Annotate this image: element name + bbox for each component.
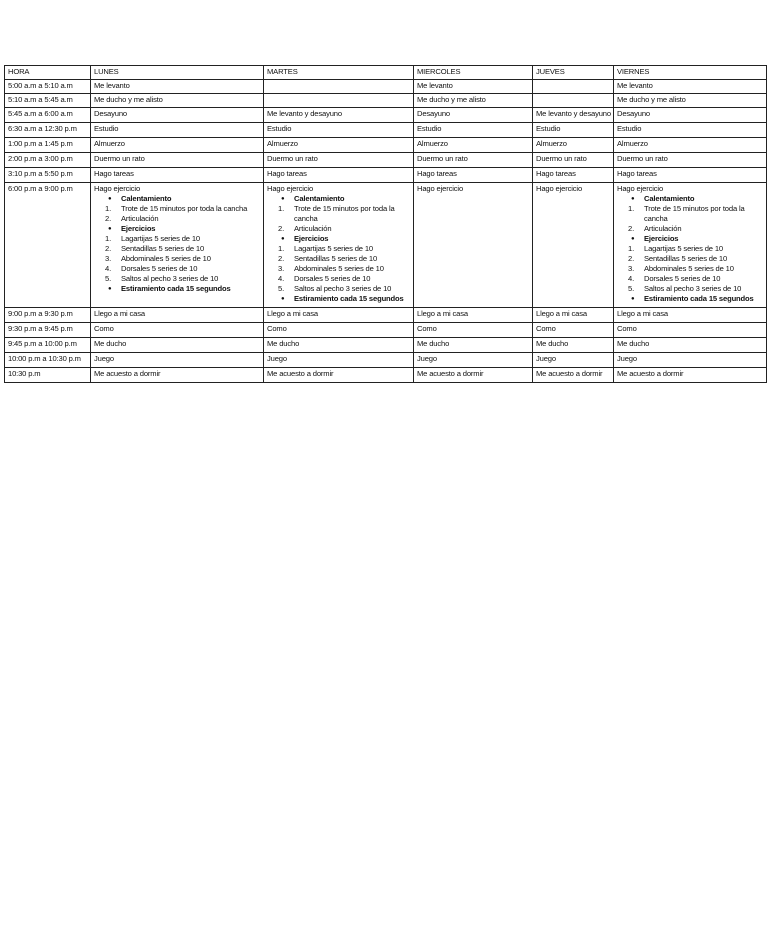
activity-cell-viernes: [614, 323, 767, 338]
header-cell: MIERCOLES: [414, 66, 533, 80]
plan-numbered-item: [267, 244, 411, 254]
bullet-marker: ●: [631, 196, 635, 202]
plan-item-text: Abdominales 5 series de 10: [294, 264, 384, 273]
activity-cell-miercoles: [414, 168, 533, 183]
plan-bullet-text: Calentamiento: [644, 194, 695, 203]
plan-numbered-item: [617, 264, 764, 274]
bullet-marker: ●: [281, 236, 285, 242]
plan-item-marker: 3.: [628, 264, 635, 273]
activity-cell-martes: [264, 168, 414, 183]
activity-text: Llego a mi casa: [267, 309, 318, 318]
activity-text: Duermo un rato: [536, 154, 587, 163]
plan-numbered-item: [617, 254, 764, 264]
activity-cell-lunes: [91, 183, 264, 308]
activity-cell-jueves: [533, 168, 614, 183]
plan-item-marker: 1.: [628, 244, 635, 253]
plan-item-marker: 1.: [105, 204, 112, 213]
activity-text: Me ducho: [267, 339, 300, 348]
activity-text: Hago ejercicio: [617, 184, 664, 193]
activity-text: Como: [267, 324, 287, 333]
activity-cell-miercoles: [414, 123, 533, 138]
time-cell: 9:45 p.m a 10:00 p.m: [5, 338, 91, 353]
activity-cell-viernes: [614, 138, 767, 153]
activity-text: Me ducho: [417, 339, 450, 348]
plan-bullet-item: [267, 194, 411, 204]
time-cell: 3:10 p.m a 5:50 p.m: [5, 168, 91, 183]
activity-cell-martes: [264, 138, 414, 153]
plan-item-text: Lagartijas 5 series de 10: [121, 234, 200, 243]
activity-text: Hago ejercicio: [417, 184, 464, 193]
activity-text: Me levanto y desayuno: [536, 109, 611, 118]
plan-numbered-item: [617, 274, 764, 284]
plan-item-marker: 4.: [628, 274, 635, 283]
table-row: [5, 183, 767, 308]
plan-item-marker: 5.: [278, 284, 285, 293]
plan-item-marker: 3.: [278, 264, 285, 273]
activity-text: Hago tareas: [617, 169, 657, 178]
header-cell: VIERNES: [614, 66, 767, 80]
plan-item-text: Sentadillas 5 series de 10: [644, 254, 728, 263]
activity-text: Me acuesto a dormir: [617, 369, 684, 378]
table-row: [5, 323, 767, 338]
bullet-marker: ●: [631, 296, 635, 302]
activity-text: Duermo un rato: [417, 154, 468, 163]
weekly-schedule-table: [4, 65, 767, 383]
plan-item-text: Articulación: [294, 224, 332, 233]
header-cell: HORA: [5, 66, 91, 80]
activity-cell-lunes: [91, 138, 264, 153]
plan-item-marker: 1.: [278, 244, 285, 253]
activity-text: Me ducho y me alisto: [417, 95, 486, 104]
plan-numbered-item: [267, 284, 411, 294]
activity-cell-lunes: [91, 338, 264, 353]
activity-cell-lunes: [91, 94, 264, 108]
activity-cell-viernes: [614, 353, 767, 368]
activity-cell-viernes: [614, 368, 767, 383]
activity-text: Como: [536, 324, 556, 333]
table-row: [5, 138, 767, 153]
activity-text: Desayuno: [617, 109, 650, 118]
activity-text: Me levanto y desayuno: [267, 109, 342, 118]
activity-cell-miercoles: [414, 368, 533, 383]
bullet-marker: ●: [631, 236, 635, 242]
table-row: [5, 353, 767, 368]
time-cell: 5:00 a.m a 5:10 a.m: [5, 80, 91, 94]
activity-cell-martes: [264, 108, 414, 123]
activity-text: Como: [94, 324, 114, 333]
time-cell: 10:00 p.m a 10:30 p.m: [5, 353, 91, 368]
time-cell: 10:30 p.m: [5, 368, 91, 383]
activity-cell-martes: [264, 80, 414, 94]
activity-cell-viernes: [614, 308, 767, 323]
table-header-row: [5, 66, 767, 80]
plan-item-text: Articulación: [644, 224, 682, 233]
plan-item-marker: 1.: [105, 234, 112, 243]
activity-cell-miercoles: [414, 138, 533, 153]
activity-text: Estudio: [267, 124, 292, 133]
header-cell: MARTES: [264, 66, 414, 80]
activity-text: Almuerzo: [267, 139, 298, 148]
activity-text: Como: [617, 324, 637, 333]
time-cell: 2:00 p.m a 3:00 p.m: [5, 153, 91, 168]
activity-cell-lunes: [91, 168, 264, 183]
activity-text: Estudio: [417, 124, 442, 133]
activity-cell-martes: [264, 183, 414, 308]
plan-item-text: Abdominales 5 series de 10: [644, 264, 734, 273]
plan-numbered-item: [267, 254, 411, 264]
plan-item-marker: 2.: [628, 224, 635, 233]
plan-item-marker: 4.: [105, 264, 112, 273]
table-row: [5, 368, 767, 383]
time-cell: 5:45 a.m a 6:00 a.m: [5, 108, 91, 123]
plan-bullet-text: Estiramiento cada 15 segundos: [294, 294, 404, 303]
activity-cell-lunes: [91, 368, 264, 383]
activity-text: Llego a mi casa: [417, 309, 468, 318]
table-row: [5, 80, 767, 94]
plan-numbered-item: [94, 234, 261, 244]
activity-text: Me ducho y me alisto: [94, 95, 163, 104]
activity-cell-jueves: [533, 308, 614, 323]
schedule-sheet: [4, 65, 766, 383]
activity-text: Almuerzo: [417, 139, 448, 148]
activity-cell-lunes: [91, 323, 264, 338]
activity-text: Estudio: [536, 124, 561, 133]
activity-cell-miercoles: [414, 183, 533, 308]
plan-bullet-text: Calentamiento: [294, 194, 345, 203]
activity-text: Me acuesto a dormir: [417, 369, 484, 378]
activity-cell-jueves: [533, 338, 614, 353]
activity-text: Hago ejercicio: [536, 184, 583, 193]
exercise-plan-list: [94, 194, 261, 294]
activity-cell-jueves: [533, 123, 614, 138]
activity-cell-martes: [264, 353, 414, 368]
activity-text: Me acuesto a dormir: [94, 369, 161, 378]
activity-text: Almuerzo: [94, 139, 125, 148]
activity-cell-lunes: [91, 308, 264, 323]
activity-text: Me acuesto a dormir: [267, 369, 334, 378]
plan-item-marker: 1.: [278, 204, 285, 213]
activity-cell-jueves: [533, 153, 614, 168]
table-row: [5, 338, 767, 353]
activity-text: Me ducho y me alisto: [617, 95, 686, 104]
plan-item-text: Trote de 15 minutos por toda la cancha: [121, 204, 248, 213]
plan-numbered-item: [267, 204, 411, 224]
activity-cell-jueves: [533, 94, 614, 108]
plan-bullet-item: [94, 224, 261, 234]
plan-item-marker: 2.: [278, 224, 285, 233]
plan-item-marker: 3.: [105, 254, 112, 263]
plan-item-marker: 1.: [628, 204, 635, 213]
activity-cell-jueves: [533, 353, 614, 368]
activity-cell-martes: [264, 153, 414, 168]
table-row: [5, 108, 767, 123]
activity-text: Llego a mi casa: [617, 309, 668, 318]
plan-numbered-item: [94, 254, 261, 264]
activity-cell-jueves: [533, 183, 614, 308]
activity-cell-viernes: [614, 153, 767, 168]
plan-bullet-item: [267, 234, 411, 244]
activity-cell-miercoles: [414, 94, 533, 108]
activity-cell-miercoles: [414, 153, 533, 168]
activity-text: Me acuesto a dormir: [536, 369, 603, 378]
plan-item-text: Lagartijas 5 series de 10: [644, 244, 723, 253]
plan-numbered-item: [94, 214, 261, 224]
activity-text: Hago tareas: [417, 169, 457, 178]
plan-bullet-item: [267, 294, 411, 304]
activity-text: Hago tareas: [536, 169, 576, 178]
activity-cell-martes: [264, 368, 414, 383]
time-cell: 6:00 p.m a 9:00 p.m: [5, 183, 91, 308]
plan-bullet-text: Ejercicios: [644, 234, 679, 243]
table-row: [5, 308, 767, 323]
plan-item-text: Saltos al pecho 3 series de 10: [644, 284, 742, 293]
plan-numbered-item: [94, 204, 261, 214]
plan-bullet-item: [94, 194, 261, 204]
table-row: [5, 123, 767, 138]
activity-cell-viernes: [614, 183, 767, 308]
activity-cell-jueves: [533, 323, 614, 338]
activity-cell-martes: [264, 323, 414, 338]
time-cell: 5:10 a.m a 5:45 a.m: [5, 94, 91, 108]
activity-text: Hago ejercicio: [267, 184, 314, 193]
activity-cell-viernes: [614, 338, 767, 353]
plan-bullet-text: Estiramiento cada 15 segundos: [644, 294, 754, 303]
activity-cell-jueves: [533, 108, 614, 123]
activity-text: Me levanto: [617, 81, 653, 90]
activity-cell-lunes: [91, 153, 264, 168]
activity-text: Duermo un rato: [617, 154, 668, 163]
exercise-plan-list: [617, 194, 764, 304]
activity-cell-miercoles: [414, 108, 533, 123]
plan-numbered-item: [617, 244, 764, 254]
plan-item-text: Articulación: [121, 214, 159, 223]
table-row: [5, 153, 767, 168]
activity-text: Desayuno: [94, 109, 127, 118]
plan-bullet-item: [94, 284, 261, 294]
plan-item-text: Trote de 15 minutos por toda la cancha: [294, 204, 395, 223]
plan-item-marker: 2.: [105, 214, 112, 223]
plan-item-marker: 5.: [628, 284, 635, 293]
bullet-marker: ●: [281, 296, 285, 302]
plan-numbered-item: [94, 264, 261, 274]
activity-cell-lunes: [91, 123, 264, 138]
activity-text: Llego a mi casa: [94, 309, 145, 318]
activity-text: Hago ejercicio: [94, 184, 141, 193]
plan-numbered-item: [267, 274, 411, 284]
plan-item-text: Saltos al pecho 3 series de 10: [121, 274, 219, 283]
plan-item-text: Lagartijas 5 series de 10: [294, 244, 373, 253]
table-row: [5, 168, 767, 183]
plan-item-text: Dorsales 5 series de 10: [644, 274, 721, 283]
activity-cell-miercoles: [414, 338, 533, 353]
bullet-marker: ●: [108, 226, 112, 232]
activity-cell-martes: [264, 123, 414, 138]
activity-text: Hago tareas: [267, 169, 307, 178]
plan-numbered-item: [617, 284, 764, 294]
activity-text: Duermo un rato: [267, 154, 318, 163]
activity-text: Estudio: [94, 124, 119, 133]
plan-item-text: Saltos al pecho 3 series de 10: [294, 284, 392, 293]
activity-cell-martes: [264, 338, 414, 353]
plan-item-text: Dorsales 5 series de 10: [294, 274, 371, 283]
plan-item-text: Dorsales 5 series de 10: [121, 264, 198, 273]
time-cell: 9:00 p.m a 9:30 p.m: [5, 308, 91, 323]
plan-item-marker: 2.: [628, 254, 635, 263]
plan-bullet-text: Calentamiento: [121, 194, 172, 203]
header-cell: JUEVES: [533, 66, 614, 80]
plan-item-marker: 5.: [105, 274, 112, 283]
activity-text: Me ducho: [617, 339, 650, 348]
activity-cell-miercoles: [414, 353, 533, 368]
activity-cell-viernes: [614, 108, 767, 123]
activity-text: Juego: [267, 354, 287, 363]
activity-cell-lunes: [91, 108, 264, 123]
activity-cell-martes: [264, 94, 414, 108]
activity-text: Desayuno: [417, 109, 450, 118]
plan-numbered-item: [267, 264, 411, 274]
plan-bullet-item: [617, 234, 764, 244]
plan-bullet-text: Ejercicios: [294, 234, 329, 243]
activity-cell-lunes: [91, 80, 264, 94]
activity-cell-miercoles: [414, 323, 533, 338]
plan-bullet-text: Ejercicios: [121, 224, 156, 233]
activity-text: Me levanto: [417, 81, 453, 90]
activity-cell-lunes: [91, 353, 264, 368]
activity-cell-viernes: [614, 94, 767, 108]
activity-cell-viernes: [614, 168, 767, 183]
activity-cell-miercoles: [414, 80, 533, 94]
plan-numbered-item: [94, 244, 261, 254]
activity-cell-jueves: [533, 138, 614, 153]
plan-numbered-item: [617, 224, 764, 234]
time-cell: 9:30 p.m a 9:45 p.m: [5, 323, 91, 338]
activity-text: Estudio: [617, 124, 642, 133]
activity-text: Como: [417, 324, 437, 333]
plan-item-text: Abdominales 5 series de 10: [121, 254, 211, 263]
bullet-marker: ●: [108, 286, 112, 292]
table-row: [5, 94, 767, 108]
time-cell: 1:00 p.m a 1:45 p.m: [5, 138, 91, 153]
activity-text: Hago tareas: [94, 169, 134, 178]
activity-cell-jueves: [533, 80, 614, 94]
activity-text: Juego: [536, 354, 556, 363]
activity-cell-viernes: [614, 80, 767, 94]
activity-text: Almuerzo: [617, 139, 648, 148]
plan-item-text: Sentadillas 5 series de 10: [294, 254, 378, 263]
bullet-marker: ●: [281, 196, 285, 202]
activity-text: Me ducho: [94, 339, 127, 348]
activity-text: Juego: [617, 354, 637, 363]
activity-text: Duermo un rato: [94, 154, 145, 163]
activity-cell-viernes: [614, 123, 767, 138]
plan-item-text: Trote de 15 minutos por toda la cancha: [644, 204, 745, 223]
header-cell: LUNES: [91, 66, 264, 80]
exercise-plan-list: [267, 194, 411, 304]
plan-numbered-item: [94, 274, 261, 284]
plan-numbered-item: [267, 224, 411, 234]
plan-bullet-item: [617, 194, 764, 204]
activity-cell-miercoles: [414, 308, 533, 323]
activity-text: Juego: [417, 354, 437, 363]
plan-bullet-item: [617, 294, 764, 304]
activity-text: Juego: [94, 354, 114, 363]
activity-text: Almuerzo: [536, 139, 567, 148]
plan-item-text: Sentadillas 5 series de 10: [121, 244, 205, 253]
plan-bullet-text: Estiramiento cada 15 segundos: [121, 284, 231, 293]
activity-text: Llego a mi casa: [536, 309, 587, 318]
activity-cell-martes: [264, 308, 414, 323]
plan-item-marker: 4.: [278, 274, 285, 283]
activity-text: Me levanto: [94, 81, 130, 90]
activity-text: Me ducho: [536, 339, 569, 348]
bullet-marker: ●: [108, 196, 112, 202]
plan-item-marker: 2.: [278, 254, 285, 263]
plan-numbered-item: [617, 204, 764, 224]
activity-cell-jueves: [533, 368, 614, 383]
time-cell: 6:30 a.m a 12:30 p.m: [5, 123, 91, 138]
plan-item-marker: 2.: [105, 244, 112, 253]
